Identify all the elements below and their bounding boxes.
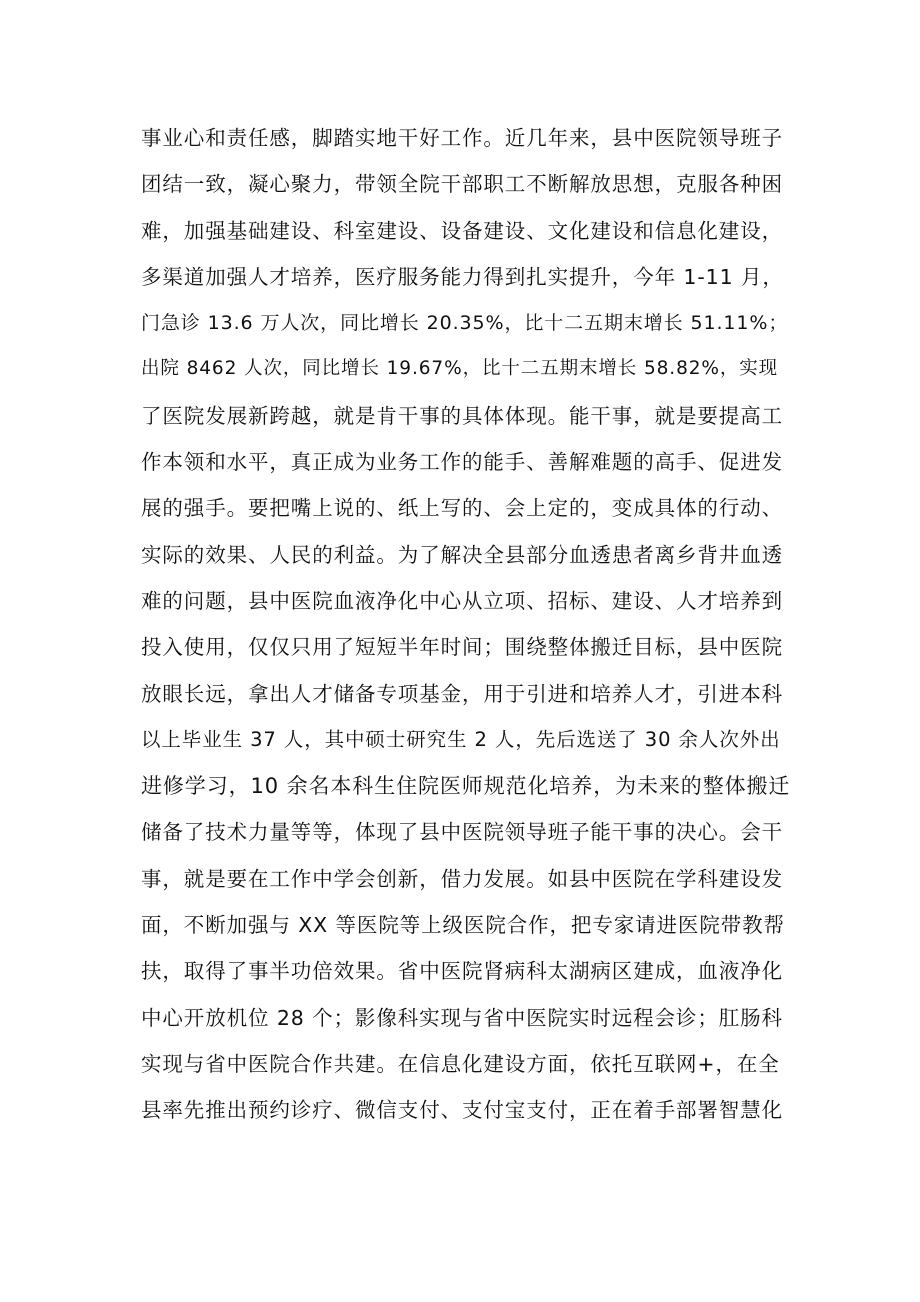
text-line: 团结一致，凝心聚力，带领全院干部职工不断解放思想，克服各种困 <box>141 172 783 197</box>
text-line: 展的强手。要把嘴上说的、纸上写的、会上定的，变成具体的行动、 <box>141 496 783 521</box>
text-line: 作本领和水平，真正成为业务工作的能手、善解难题的高手、促进发 <box>141 450 783 475</box>
body-paragraph <box>141 115 791 1134</box>
text-line: 面，不断加强与 XX 等医院等上级医院合作，把专家请进医院带教帮 <box>141 913 785 938</box>
text-line: 多渠道加强人才培养，医疗服务能力得到扎实提升，今年 1-11 月， <box>141 264 784 289</box>
text-line: 事，就是要在工作中学会创新，借力发展。如县中医院在学科建设发 <box>141 866 783 891</box>
text-line: 难，加强基础建设、科室建设、设备建设、文化建设和信息化建设， <box>141 218 783 243</box>
text-line: 门急诊 13.6 万人次，同比增长 20.35%，比十二五期末增长 51.11%； <box>141 312 789 335</box>
text-line: 投入使用，仅仅只用了短短半年时间；围绕整体搬迁目标，县中医院 <box>141 635 783 660</box>
text-line: 县率先推出预约诊疗、微信支付、支付宝支付，正在着手部署智慧化 <box>141 1098 783 1123</box>
text-line: 扶，取得了事半功倍效果。省中医院肾病科太湖病区建成，血液净化 <box>141 959 783 984</box>
text-line: 放眼长远，拿出人才储备专项基金，用于引进和培养人才，引进本科 <box>141 681 783 706</box>
text-line: 事业心和责任感，脚踏实地干好工作。近几年来，县中医院领导班子 <box>141 126 783 150</box>
text-line: 中心开放机位 28 个；影像科实现与省中医院实时远程会诊；肛肠科 <box>141 1005 783 1030</box>
text-line: 实现与省中医院合作共建。在信息化建设方面，依托互联网+，在全 <box>141 1051 780 1076</box>
text-line: 进修学习，10 余名本科生住院医师规范化培养，为未来的整体搬迁 <box>141 774 791 799</box>
text-line: 以上毕业生 37 人，其中硕士研究生 2 人，先后选送了 30 余人次外出 <box>141 727 781 751</box>
text-line: 难的问题，县中医院血液净化中心从立项、招标、建设、人才培养到 <box>141 588 783 613</box>
text-line: 了医院发展新跨越，就是肯干事的具体体现。能干事，就是要提高工 <box>141 403 783 428</box>
text-line: 储备了技术力量等等，体现了县中医院领导班子能干事的决心。会干 <box>141 820 783 845</box>
text-line: 实际的效果、人民的利益。为了解决全县部分血透患者离乡背井血透 <box>141 542 783 567</box>
text-line: 出院 8462 人次，同比增长 19.67%，比十二五期末增长 58.82%，实现 <box>141 358 779 380</box>
